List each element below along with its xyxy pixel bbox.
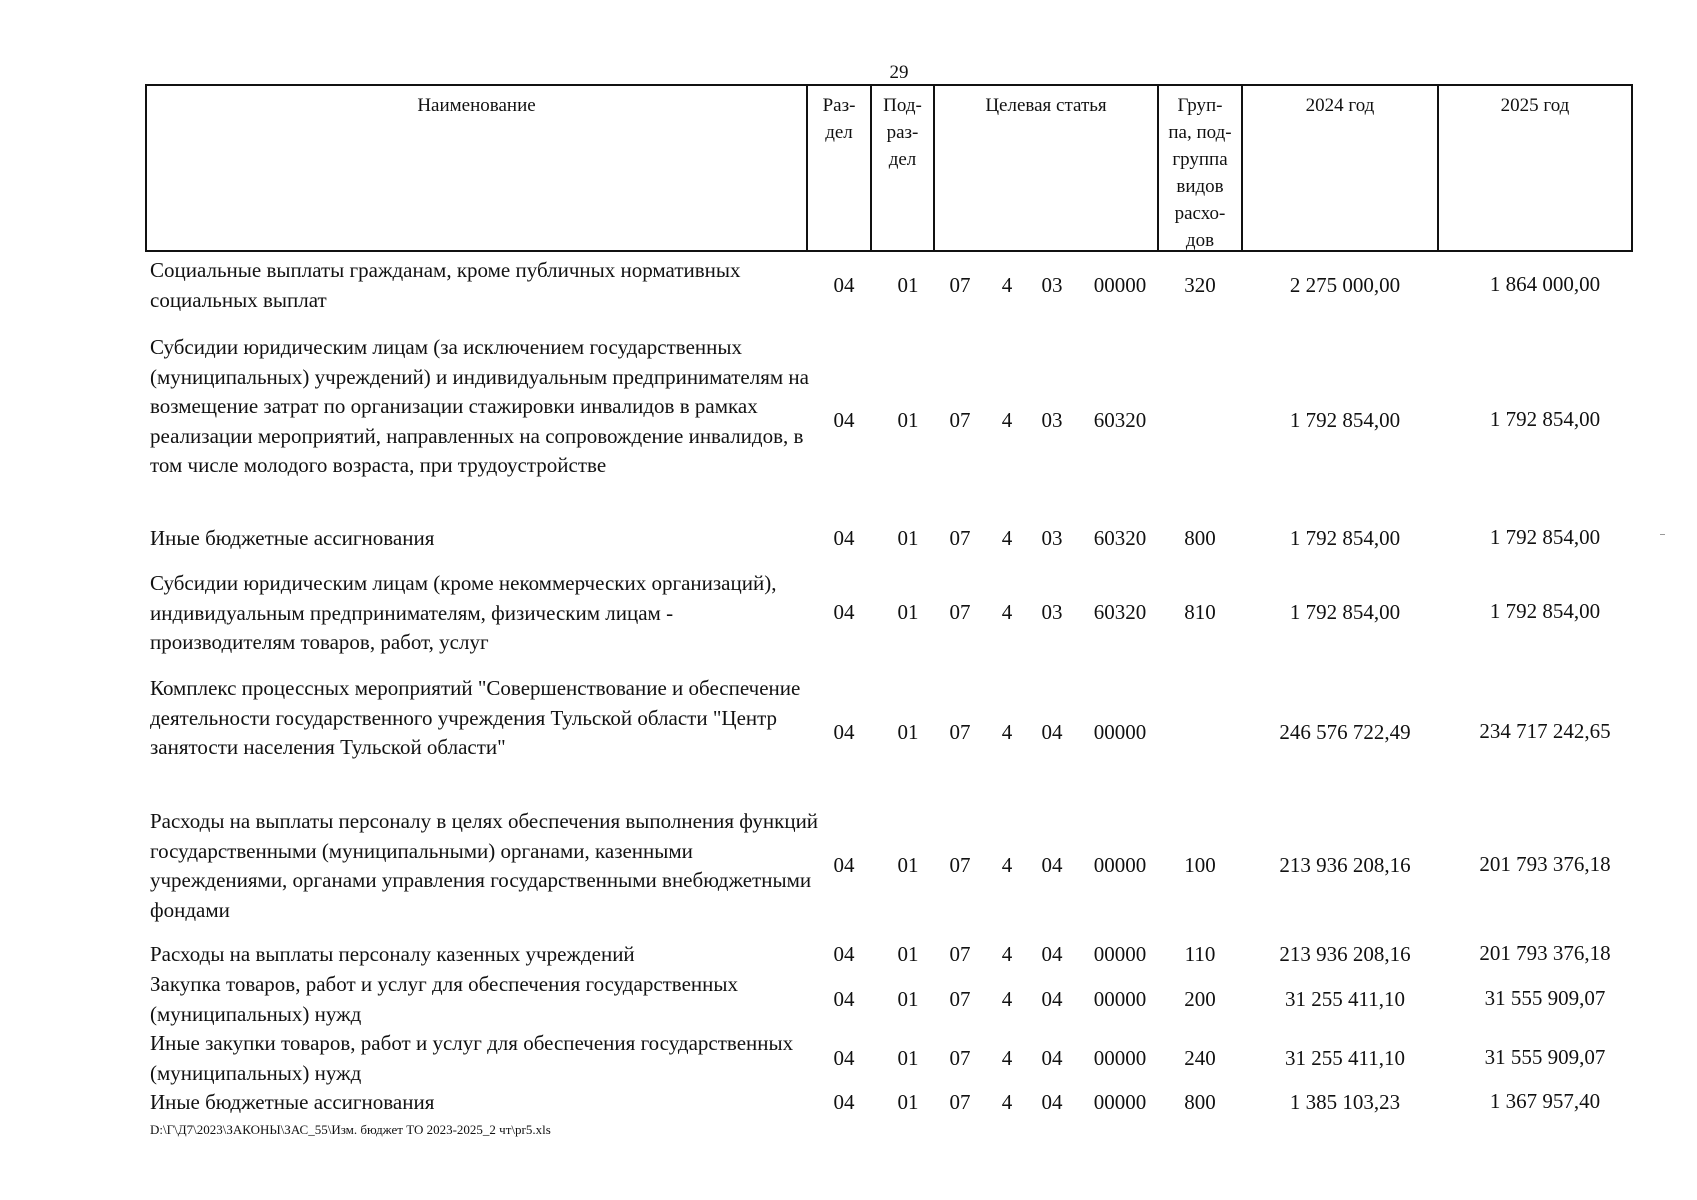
cell-target-type: 4 xyxy=(1001,408,1013,432)
cell-target-type: 4 xyxy=(1001,273,1013,297)
header-year-2025: 2025 год xyxy=(1500,95,1570,116)
cell-amount-2025: 1 367 957,40 xyxy=(1489,1089,1601,1113)
cell-target-subprogram: 04 xyxy=(1041,720,1063,744)
header-podrazdel: Под- раз- дел xyxy=(872,86,935,250)
cell-amount-2025: 1 792 854,00 xyxy=(1489,525,1601,549)
cell-amount-2025: 201 793 376,18 xyxy=(1479,941,1611,965)
cell-amount-2024: 1 792 854,00 xyxy=(1289,600,1401,624)
cell-target-program: 07 xyxy=(949,853,971,877)
cell-target-program: 07 xyxy=(949,720,971,744)
cell-podrazdel: 01 xyxy=(897,853,919,877)
cell-podrazdel: 01 xyxy=(897,408,919,432)
cell-target-direction: 00000 xyxy=(1093,273,1147,297)
cell-expense-group: 240 xyxy=(1184,1046,1216,1070)
cell-target-type: 4 xyxy=(1001,526,1013,550)
cell-expense-group: 810 xyxy=(1184,600,1216,624)
cell-podrazdel: 01 xyxy=(897,942,919,966)
scan-edge-mark xyxy=(1660,534,1665,535)
cell-target-direction: 00000 xyxy=(1093,853,1147,877)
cell-expense-group: 800 xyxy=(1184,1090,1216,1114)
cell-target-type: 4 xyxy=(1001,1046,1013,1070)
cell-target-subprogram: 03 xyxy=(1041,600,1063,624)
cell-target-type: 4 xyxy=(1001,600,1013,624)
cell-target-subprogram: 04 xyxy=(1041,853,1063,877)
cell-razdel: 04 xyxy=(833,273,855,297)
cell-expense-group: 800 xyxy=(1184,526,1216,550)
header-expense-group: Груп- па, под- группа видов расхо- дов xyxy=(1159,86,1243,250)
cell-target-type: 4 xyxy=(1001,1090,1013,1114)
cell-target-subprogram: 03 xyxy=(1041,273,1063,297)
cell-target-subprogram: 04 xyxy=(1041,1090,1063,1114)
cell-amount-2025: 31 555 909,07 xyxy=(1484,1045,1606,1069)
cell-amount-2024: 1 385 103,23 xyxy=(1289,1090,1401,1114)
cell-razdel: 04 xyxy=(833,987,855,1011)
cell-amount-2024: 213 936 208,16 xyxy=(1279,942,1411,966)
cell-podrazdel: 01 xyxy=(897,1046,919,1070)
cell-target-direction: 60320 xyxy=(1093,600,1147,624)
cell-amount-2024: 213 936 208,16 xyxy=(1279,853,1411,877)
cell-podrazdel: 01 xyxy=(897,273,919,297)
cell-target-direction: 00000 xyxy=(1093,942,1147,966)
cell-podrazdel: 01 xyxy=(897,720,919,744)
cell-amount-2024: 1 792 854,00 xyxy=(1289,526,1401,550)
cell-expense-group: 110 xyxy=(1184,942,1216,966)
header-razdel: Раз- дел xyxy=(808,86,872,250)
cell-podrazdel: 01 xyxy=(897,526,919,550)
cell-target-program: 07 xyxy=(949,526,971,550)
cell-razdel: 04 xyxy=(833,942,855,966)
cell-target-program: 07 xyxy=(949,1046,971,1070)
cell-amount-2025: 234 717 242,65 xyxy=(1479,719,1611,743)
cell-target-type: 4 xyxy=(1001,942,1013,966)
cell-target-subprogram: 04 xyxy=(1041,942,1063,966)
row-name: Закупка товаров, работ и услуг для обеспечения государственных (муниципальных) нужд xyxy=(150,972,739,1026)
cell-target-program: 07 xyxy=(949,942,971,966)
cell-amount-2024: 31 255 411,10 xyxy=(1285,1046,1405,1070)
cell-target-type: 4 xyxy=(1001,853,1013,877)
header-target-article: Целевая статья xyxy=(935,86,1159,250)
cell-target-program: 07 xyxy=(949,600,971,624)
cell-amount-2024: 1 792 854,00 xyxy=(1289,408,1401,432)
cell-expense-group: 100 xyxy=(1184,853,1216,877)
cell-amount-2025: 1 792 854,00 xyxy=(1489,599,1601,623)
cell-razdel: 04 xyxy=(833,853,855,877)
cell-amount-2024: 246 576 722,49 xyxy=(1279,720,1411,744)
cell-target-direction: 00000 xyxy=(1093,720,1147,744)
cell-expense-group: 320 xyxy=(1184,273,1216,297)
cell-razdel: 04 xyxy=(833,600,855,624)
page-number: 29 xyxy=(889,62,909,83)
cell-podrazdel: 01 xyxy=(897,600,919,624)
cell-target-type: 4 xyxy=(1001,987,1013,1011)
row-name: Субсидии юридическим лицам (за исключением государственных (муниципальных) учреждений) и индивидуальным предпринимателям на возмещение затрат по организации стажировки инвалидов в рамках реализации мероприятий, направленных на сопровождение инвалидов, в том числе молодого возраста, при трудоустройстве xyxy=(150,335,809,477)
cell-target-subprogram: 03 xyxy=(1041,408,1063,432)
row-name: Расходы на выплаты персоналу в целях обеспечения выполнения функций государственными (муниципальными) органами, казенными учреждениями, органами управления государственными внебюджетными фондами xyxy=(150,809,819,922)
cell-target-subprogram: 03 xyxy=(1041,526,1063,550)
cell-razdel: 04 xyxy=(833,720,855,744)
cell-target-subprogram: 04 xyxy=(1041,987,1063,1011)
cell-target-program: 07 xyxy=(949,408,971,432)
cell-amount-2024: 2 275 000,00 xyxy=(1289,273,1401,297)
cell-target-direction: 60320 xyxy=(1093,526,1147,550)
row-name: Иные бюджетные ассигнования xyxy=(150,526,435,550)
cell-razdel: 04 xyxy=(833,408,855,432)
cell-target-type: 4 xyxy=(1001,720,1013,744)
row-name: Расходы на выплаты персоналу казенных учреждений xyxy=(150,942,635,966)
row-name: Субсидии юридическим лицам (кроме некоммерческих организаций), индивидуальным предпринимателям, физическим лицам - производителям товаров, работ, услуг xyxy=(150,571,777,654)
cell-amount-2025: 201 793 376,18 xyxy=(1479,852,1611,876)
header-name: Наименование xyxy=(147,86,808,250)
cell-amount-2025: 1 792 854,00 xyxy=(1489,407,1601,431)
cell-razdel: 04 xyxy=(833,1046,855,1070)
cell-amount-2025: 31 555 909,07 xyxy=(1484,986,1606,1010)
row-name: Иные закупки товаров, работ и услуг для обеспечения государственных (муниципальных) нужд xyxy=(150,1031,794,1085)
cell-target-direction: 00000 xyxy=(1093,1046,1147,1070)
cell-expense-group: 200 xyxy=(1184,987,1216,1011)
file-path-footer: D:\Г\Д7\2023\ЗАКОНЫ\ЗАС_55\Изм. бюджет ТО 2023-2025_2 чт\pr5.xls xyxy=(150,1122,551,1137)
cell-target-program: 07 xyxy=(949,1090,971,1114)
cell-podrazdel: 01 xyxy=(897,1090,919,1114)
cell-target-subprogram: 04 xyxy=(1041,1046,1063,1070)
row-name: Иные бюджетные ассигнования xyxy=(150,1090,435,1114)
cell-target-direction: 00000 xyxy=(1093,1090,1147,1114)
row-name: Комплекс процессных мероприятий "Совершенствование и обеспечение деятельности государственного учреждения Тульской области "Центр занятости населения Тульской области" xyxy=(150,676,801,759)
cell-target-program: 07 xyxy=(949,273,971,297)
cell-target-direction: 00000 xyxy=(1093,987,1147,1011)
cell-amount-2025: 1 864 000,00 xyxy=(1489,272,1601,296)
cell-amount-2024: 31 255 411,10 xyxy=(1285,987,1405,1011)
cell-target-program: 07 xyxy=(949,987,971,1011)
cell-podrazdel: 01 xyxy=(897,987,919,1011)
cell-razdel: 04 xyxy=(833,1090,855,1114)
cell-razdel: 04 xyxy=(833,526,855,550)
header-year-2024: 2024 год xyxy=(1243,86,1439,250)
row-name: Социальные выплаты гражданам, кроме публичных нормативных социальных выплат xyxy=(150,258,741,312)
cell-target-direction: 60320 xyxy=(1093,408,1147,432)
